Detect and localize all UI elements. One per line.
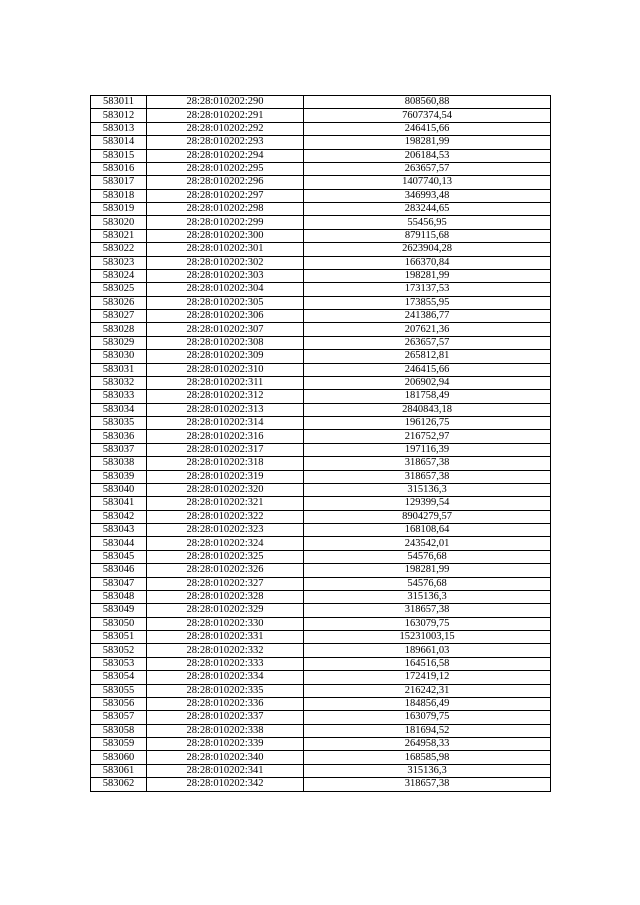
row-number-cell: 583011 — [91, 96, 147, 109]
value-cell: 206184,53 — [304, 149, 551, 162]
table-row — [91, 136, 551, 149]
table-row — [91, 778, 551, 791]
table-row — [91, 243, 551, 256]
table-row — [91, 537, 551, 550]
table-row — [91, 430, 551, 443]
table-row — [91, 738, 551, 751]
cadastral-number-cell: 28:28:010202:328 — [147, 590, 304, 603]
row-number-cell: 583046 — [91, 564, 147, 577]
cadastral-number-cell: 28:28:010202:314 — [147, 417, 304, 430]
table-row — [91, 162, 551, 175]
table-row — [91, 336, 551, 349]
row-number-cell: 583036 — [91, 430, 147, 443]
row-number-cell: 583060 — [91, 751, 147, 764]
cadastral-number-cell: 28:28:010202:336 — [147, 697, 304, 710]
row-number-cell: 583026 — [91, 296, 147, 309]
value-cell: 315136,3 — [304, 483, 551, 496]
value-cell: 163079,75 — [304, 617, 551, 630]
value-cell: 243542,01 — [304, 537, 551, 550]
table-row — [91, 684, 551, 697]
row-number-cell: 583014 — [91, 136, 147, 149]
cadastral-number-cell: 28:28:010202:297 — [147, 189, 304, 202]
row-number-cell: 583023 — [91, 256, 147, 269]
value-cell: 189661,03 — [304, 644, 551, 657]
cadastral-number-cell: 28:28:010202:327 — [147, 577, 304, 590]
table-row — [91, 577, 551, 590]
row-number-cell: 583022 — [91, 243, 147, 256]
cadastral-number-cell: 28:28:010202:332 — [147, 644, 304, 657]
value-cell: 246415,66 — [304, 363, 551, 376]
row-number-cell: 583015 — [91, 149, 147, 162]
table-row — [91, 764, 551, 777]
table-row — [91, 189, 551, 202]
row-number-cell: 583043 — [91, 524, 147, 537]
row-number-cell: 583056 — [91, 697, 147, 710]
table-row — [91, 724, 551, 737]
table-row — [91, 363, 551, 376]
value-cell: 315136,3 — [304, 764, 551, 777]
cadastral-number-cell: 28:28:010202:296 — [147, 176, 304, 189]
row-number-cell: 583041 — [91, 497, 147, 510]
row-number-cell: 583034 — [91, 403, 147, 416]
table-row — [91, 283, 551, 296]
cadastral-number-cell: 28:28:010202:334 — [147, 671, 304, 684]
table-row — [91, 390, 551, 403]
row-number-cell: 583028 — [91, 323, 147, 336]
cadastral-number-cell: 28:28:010202:342 — [147, 778, 304, 791]
value-cell: 1407740,13 — [304, 176, 551, 189]
table-row — [91, 310, 551, 323]
row-number-cell: 583061 — [91, 764, 147, 777]
table-row — [91, 590, 551, 603]
value-cell: 168585,98 — [304, 751, 551, 764]
cadastral-number-cell: 28:28:010202:325 — [147, 550, 304, 563]
row-number-cell: 583050 — [91, 617, 147, 630]
row-number-cell: 583031 — [91, 363, 147, 376]
value-cell: 263657,57 — [304, 336, 551, 349]
table-row — [91, 376, 551, 389]
value-cell: 196126,75 — [304, 417, 551, 430]
value-cell: 129399,54 — [304, 497, 551, 510]
row-number-cell: 583049 — [91, 604, 147, 617]
row-number-cell: 583058 — [91, 724, 147, 737]
value-cell: 318657,38 — [304, 778, 551, 791]
row-number-cell: 583040 — [91, 483, 147, 496]
cadastral-number-cell: 28:28:010202:308 — [147, 336, 304, 349]
value-cell: 263657,57 — [304, 162, 551, 175]
cadastral-number-cell: 28:28:010202:318 — [147, 457, 304, 470]
row-number-cell: 583048 — [91, 590, 147, 603]
cadastral-number-cell: 28:28:010202:298 — [147, 203, 304, 216]
value-cell: 808560,88 — [304, 96, 551, 109]
table-row — [91, 617, 551, 630]
value-cell: 206902,94 — [304, 376, 551, 389]
cadastral-number-cell: 28:28:010202:304 — [147, 283, 304, 296]
value-cell: 164516,58 — [304, 657, 551, 670]
table-row — [91, 417, 551, 430]
cadastral-number-cell: 28:28:010202:320 — [147, 483, 304, 496]
data-table — [90, 95, 551, 792]
value-cell: 216752,97 — [304, 430, 551, 443]
table-row — [91, 176, 551, 189]
table-row — [91, 697, 551, 710]
row-number-cell: 583055 — [91, 684, 147, 697]
cadastral-number-cell: 28:28:010202:309 — [147, 350, 304, 363]
row-number-cell: 583051 — [91, 631, 147, 644]
value-cell: 216242,31 — [304, 684, 551, 697]
row-number-cell: 583032 — [91, 376, 147, 389]
cadastral-number-cell: 28:28:010202:331 — [147, 631, 304, 644]
cadastral-number-cell: 28:28:010202:337 — [147, 711, 304, 724]
value-cell: 8904279,57 — [304, 510, 551, 523]
value-cell: 54576,68 — [304, 550, 551, 563]
table-row — [91, 149, 551, 162]
cadastral-number-cell: 28:28:010202:333 — [147, 657, 304, 670]
table-row — [91, 671, 551, 684]
table-row — [91, 470, 551, 483]
row-number-cell: 583054 — [91, 671, 147, 684]
value-cell: 173137,53 — [304, 283, 551, 296]
cadastral-number-cell: 28:28:010202:324 — [147, 537, 304, 550]
table-row — [91, 269, 551, 282]
table-row — [91, 550, 551, 563]
value-cell: 181758,49 — [304, 390, 551, 403]
value-cell: 198281,99 — [304, 269, 551, 282]
row-number-cell: 583018 — [91, 189, 147, 202]
value-cell: 198281,99 — [304, 136, 551, 149]
table-row — [91, 524, 551, 537]
row-number-cell: 583013 — [91, 122, 147, 135]
cadastral-number-cell: 28:28:010202:312 — [147, 390, 304, 403]
row-number-cell: 583016 — [91, 162, 147, 175]
table-row — [91, 657, 551, 670]
value-cell: 241386,77 — [304, 310, 551, 323]
table-row — [91, 604, 551, 617]
row-number-cell: 583021 — [91, 229, 147, 242]
row-number-cell: 583062 — [91, 778, 147, 791]
cadastral-number-cell: 28:28:010202:330 — [147, 617, 304, 630]
table-row — [91, 564, 551, 577]
value-cell: 2623904,28 — [304, 243, 551, 256]
table-row — [91, 203, 551, 216]
cadastral-number-cell: 28:28:010202:322 — [147, 510, 304, 523]
value-cell: 207621,36 — [304, 323, 551, 336]
value-cell: 318657,38 — [304, 604, 551, 617]
table-row — [91, 443, 551, 456]
value-cell: 879115,68 — [304, 229, 551, 242]
table-row — [91, 323, 551, 336]
table-row — [91, 229, 551, 242]
table-row — [91, 644, 551, 657]
value-cell: 54576,68 — [304, 577, 551, 590]
cadastral-number-cell: 28:28:010202:306 — [147, 310, 304, 323]
value-cell: 168108,64 — [304, 524, 551, 537]
cadastral-number-cell: 28:28:010202:338 — [147, 724, 304, 737]
row-number-cell: 583020 — [91, 216, 147, 229]
row-number-cell: 583030 — [91, 350, 147, 363]
value-cell: 172419,12 — [304, 671, 551, 684]
value-cell: 318657,38 — [304, 470, 551, 483]
cadastral-number-cell: 28:28:010202:301 — [147, 243, 304, 256]
cadastral-number-cell: 28:28:010202:310 — [147, 363, 304, 376]
cadastral-number-cell: 28:28:010202:300 — [147, 229, 304, 242]
cadastral-number-cell: 28:28:010202:319 — [147, 470, 304, 483]
table-row — [91, 216, 551, 229]
value-cell: 318657,38 — [304, 457, 551, 470]
value-cell: 198281,99 — [304, 564, 551, 577]
table-row — [91, 483, 551, 496]
value-cell: 346993,48 — [304, 189, 551, 202]
cadastral-number-cell: 28:28:010202:299 — [147, 216, 304, 229]
value-cell: 166370,84 — [304, 256, 551, 269]
cadastral-number-cell: 28:28:010202:317 — [147, 443, 304, 456]
value-cell: 55456,95 — [304, 216, 551, 229]
cadastral-number-cell: 28:28:010202:303 — [147, 269, 304, 282]
row-number-cell: 583039 — [91, 470, 147, 483]
cadastral-number-cell: 28:28:010202:335 — [147, 684, 304, 697]
row-number-cell: 583033 — [91, 390, 147, 403]
row-number-cell: 583035 — [91, 417, 147, 430]
table-row — [91, 109, 551, 122]
row-number-cell: 583045 — [91, 550, 147, 563]
row-number-cell: 583027 — [91, 310, 147, 323]
table-row — [91, 256, 551, 269]
table-row — [91, 122, 551, 135]
cadastral-number-cell: 28:28:010202:293 — [147, 136, 304, 149]
row-number-cell: 583057 — [91, 711, 147, 724]
cadastral-number-cell: 28:28:010202:329 — [147, 604, 304, 617]
table-row — [91, 403, 551, 416]
value-cell: 184856,49 — [304, 697, 551, 710]
table-row — [91, 296, 551, 309]
cadastral-number-cell: 28:28:010202:321 — [147, 497, 304, 510]
row-number-cell: 583038 — [91, 457, 147, 470]
cadastral-number-cell: 28:28:010202:340 — [147, 751, 304, 764]
cadastral-number-cell: 28:28:010202:305 — [147, 296, 304, 309]
row-number-cell: 583053 — [91, 657, 147, 670]
row-number-cell: 583059 — [91, 738, 147, 751]
cadastral-number-cell: 28:28:010202:295 — [147, 162, 304, 175]
value-cell: 7607374,54 — [304, 109, 551, 122]
cadastral-number-cell: 28:28:010202:311 — [147, 376, 304, 389]
cadastral-number-cell: 28:28:010202:313 — [147, 403, 304, 416]
value-cell: 181694,52 — [304, 724, 551, 737]
value-cell: 173855,95 — [304, 296, 551, 309]
cadastral-number-cell: 28:28:010202:291 — [147, 109, 304, 122]
value-cell: 265812,81 — [304, 350, 551, 363]
value-cell: 283244,65 — [304, 203, 551, 216]
table-body — [91, 96, 551, 792]
row-number-cell: 583047 — [91, 577, 147, 590]
cadastral-number-cell: 28:28:010202:294 — [147, 149, 304, 162]
cadastral-number-cell: 28:28:010202:290 — [147, 96, 304, 109]
table-row — [91, 96, 551, 109]
cadastral-number-cell: 28:28:010202:323 — [147, 524, 304, 537]
table-row — [91, 510, 551, 523]
value-cell: 15231003,15 — [304, 631, 551, 644]
row-number-cell: 583025 — [91, 283, 147, 296]
table-row — [91, 497, 551, 510]
value-cell: 2840843,18 — [304, 403, 551, 416]
cadastral-number-cell: 28:28:010202:292 — [147, 122, 304, 135]
value-cell: 163079,75 — [304, 711, 551, 724]
value-cell: 246415,66 — [304, 122, 551, 135]
cadastral-number-cell: 28:28:010202:341 — [147, 764, 304, 777]
table-row — [91, 711, 551, 724]
value-cell: 197116,39 — [304, 443, 551, 456]
row-number-cell: 583037 — [91, 443, 147, 456]
row-number-cell: 583042 — [91, 510, 147, 523]
row-number-cell: 583019 — [91, 203, 147, 216]
table-row — [91, 631, 551, 644]
row-number-cell: 583052 — [91, 644, 147, 657]
cadastral-number-cell: 28:28:010202:316 — [147, 430, 304, 443]
cadastral-number-cell: 28:28:010202:307 — [147, 323, 304, 336]
row-number-cell: 583017 — [91, 176, 147, 189]
table-row — [91, 457, 551, 470]
row-number-cell: 583012 — [91, 109, 147, 122]
cadastral-number-cell: 28:28:010202:326 — [147, 564, 304, 577]
row-number-cell: 583024 — [91, 269, 147, 282]
cadastral-number-cell: 28:28:010202:302 — [147, 256, 304, 269]
row-number-cell: 583029 — [91, 336, 147, 349]
table-row — [91, 350, 551, 363]
row-number-cell: 583044 — [91, 537, 147, 550]
cadastral-number-cell: 28:28:010202:339 — [147, 738, 304, 751]
value-cell: 264958,33 — [304, 738, 551, 751]
table-row — [91, 751, 551, 764]
value-cell: 315136,3 — [304, 590, 551, 603]
